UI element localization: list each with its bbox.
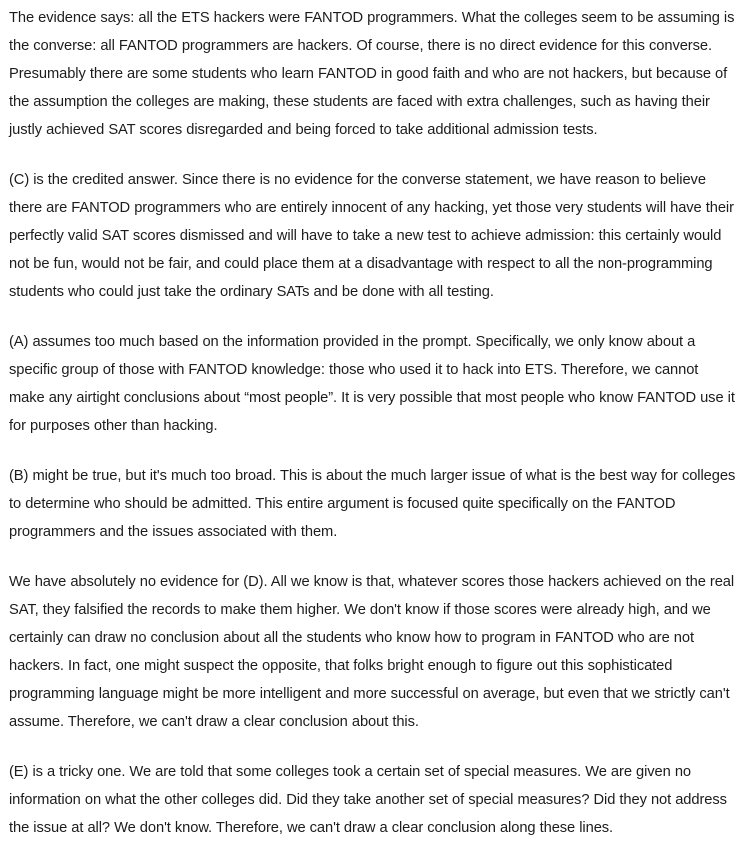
paragraph-choice-c-credited: (C) is the credited answer. Since there is no evidence for the converse statement, we have reason to believe there are FANTOD programmers who are entirely innocent of any hacking, yet those very students will have their perfectly valid SAT scores dismissed and will have to take a new test to achieve admission: this certainly would not be fun, would not be fair, and could place them at a disadvantage with respect to all the non-programming students who could just take the ordinary SATs and be done with all testing. bbox=[9, 172, 734, 300]
paragraph-choice-a: (A) assumes too much based on the information provided in the prompt. Specifically, we only know about a specific group of those with FANTOD knowledge: those who used it to hack into ETS. Therefore, we cannot make any airtight conclusions about “most people”. It is very possible that most people who know FANTOD use it for purposes other than hacking. bbox=[9, 334, 735, 434]
paragraph-choice-e: (E) is a tricky one. We are told that some colleges took a certain set of special measures. We are given no information on what the other colleges did. Did they take another set of special measures? Did they not address the issue at all? We don't know. Therefore, we can't draw a clear conclusion along these lines. bbox=[9, 764, 727, 836]
paragraph-choice-d: We have absolutely no evidence for (D). All we know is that, whatever scores those hackers achieved on the real SAT, they falsified the records to make them higher. We don't know if those scores were already high, and we certainly can draw no conclusion about all the students who know how to program in FANTOD who are not hackers. In fact, one might suspect the opposite, that folks bright enough to figure out this sophisticated programming language might be more intelligent and more successful on average, but even that we strictly can't assume. Therefore, we can't draw a clear conclusion about this. bbox=[9, 574, 735, 730]
paragraph-intro-evidence: The evidence says: all the ETS hackers were FANTOD programmers. What the colleges seem to be assuming is the converse: all FANTOD programmers are hackers. Of course, there is no direct evidence for this converse. Presumably there are some students who learn FANTOD in good faith and who are not hackers, but because of the assumption the colleges are making, these students are faced with extra challenges, such as having their justly achieved SAT scores disregarded and being forced to take additional admission tests. bbox=[9, 10, 735, 138]
paragraph-choice-b: (B) might be true, but it's much too broad. This is about the much larger issue of what is the best way for colleges to determine who should be admitted. This entire argument is focused quite specifically on the FANTOD programmers and the issues associated with them. bbox=[9, 468, 736, 540]
